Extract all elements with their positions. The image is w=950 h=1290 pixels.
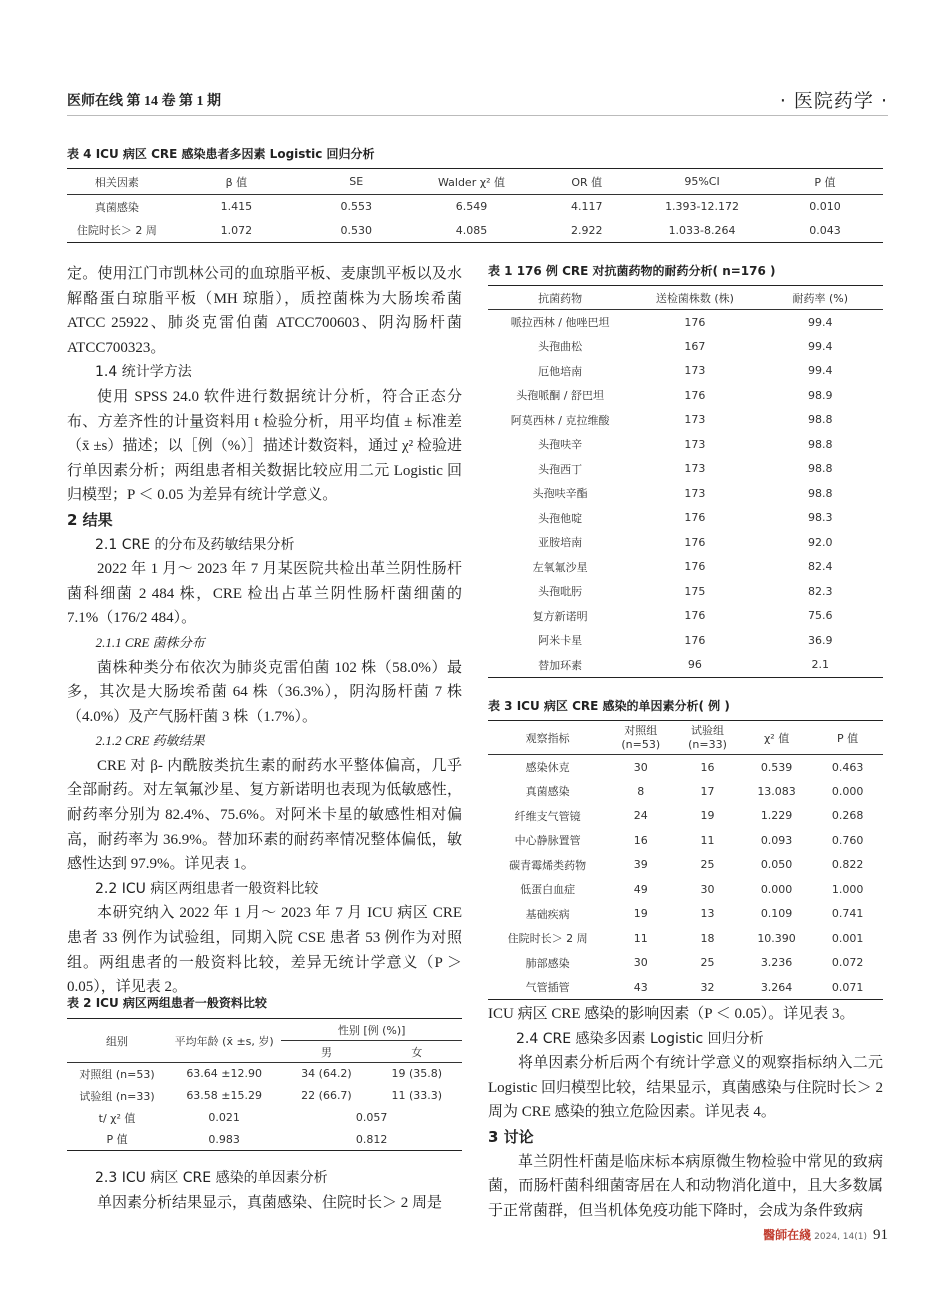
table3-body — [488, 755, 883, 1000]
table3-cell: 0.741 — [831, 907, 864, 921]
table4-cell: 住院时长＞ 2 周 — [76, 224, 157, 238]
table3-cell: 0.093 — [760, 833, 793, 847]
table2-cell: 34 (64.2) — [301, 1067, 352, 1081]
table1-cell: 98.8 — [808, 486, 833, 500]
table3-cell: 24 — [633, 809, 648, 823]
table1-body — [488, 310, 883, 678]
table1-col-rate: 耐药率 (%) — [758, 286, 883, 310]
table4-col-p: P 值 — [767, 169, 883, 195]
table-row — [67, 195, 883, 219]
paragraph: 本研究纳入 2022 年 1 月～ 2023 年 7 月 ICU 病区 CRE 患者 33 例作为试验组，同期入院 CSE 患者 53 例作为对照组。两组患者的一般资料比较，差异无统计学意义（P ＞ 0.05），详见表 2。 — [67, 905, 462, 996]
table-row — [67, 1107, 462, 1129]
table1-cell: 头孢呋辛 — [538, 438, 583, 452]
section-heading: 2.1.2 CRE 药敏结果 — [95, 733, 205, 749]
paragraph: CRE 对 β- 内酰胺类抗生素的耐药水平整体偏高，几乎全部耐药。对左氧氟沙星、复方新诺明也表现为低敏感性，耐药率分别为 82.4%、75.6%。对阿米卡星的敏感性相对偏高，耐药率为 36.9%。替加环素的耐药率情况整体偏低，敏感性达到 97.9%。详见表 1。 — [67, 757, 462, 873]
journal-header: 医师在线 第 14 卷 第 1 期 — [67, 94, 221, 109]
left-column-text-bottom — [67, 1166, 462, 1215]
table3-cell: 19 — [700, 809, 715, 823]
table2-cell: P 值 — [106, 1133, 128, 1147]
table3-cell: 0.050 — [760, 858, 793, 872]
table-row — [67, 1063, 462, 1085]
table4-col-or: OR 值 — [536, 169, 637, 195]
table3-cell: 11 — [700, 833, 715, 847]
section-heading: 2.4 CRE 感染多因素 Logistic 回归分析 — [516, 1030, 764, 1047]
table2-cell: 对照组 (n=53) — [79, 1067, 155, 1081]
table-row — [488, 853, 883, 878]
table-row — [488, 359, 883, 384]
table4-cell: 4.117 — [571, 200, 603, 214]
table1-caption: 表 1 176 例 CRE 对抗菌药物的耐药分析( n=176 ) — [488, 264, 776, 278]
table1 — [488, 285, 883, 678]
header-rule — [67, 115, 888, 116]
table1-cell: 173 — [684, 437, 706, 451]
table1-cell: 173 — [684, 364, 706, 378]
issue-info: 2024, 14(1) — [814, 1232, 867, 1242]
table3-cell: 感染休克 — [525, 761, 570, 774]
table-row — [488, 310, 883, 335]
table-row — [488, 604, 883, 629]
table4-cell: 0.010 — [809, 200, 841, 214]
table4-cell: 6.549 — [455, 200, 488, 214]
paragraph: 2022 年 1 月～ 2023 年 7 月某医院共检出革兰阴性肠杆菌科细菌 2 484 株，CRE 检出占革兰阴性肠杆菌细菌的 7.1%（176/2 484）。 — [67, 561, 462, 627]
table2-cell: 0.057 — [355, 1111, 388, 1124]
table1-cell: 99.4 — [808, 339, 833, 353]
table1-cell: 左氧氟沙星 — [532, 560, 588, 574]
table3-cell: 10.390 — [757, 931, 796, 945]
table3-cell: 0.000 — [831, 784, 864, 798]
table4-col-se: SE — [306, 169, 407, 195]
table3-cell: 32 — [700, 980, 715, 994]
table1-cell: 头孢哌酮 / 舒巴坦 — [516, 389, 604, 403]
table3-cell: 1.229 — [760, 809, 793, 823]
table3-cell: 0.072 — [831, 956, 864, 970]
table3-cell: 25 — [700, 858, 715, 872]
table4-col-factor: 相关因素 — [67, 169, 167, 195]
section-heading: 2 结果 — [67, 510, 113, 529]
table4-cell: 0.553 — [340, 200, 372, 214]
table3-cell: 气管插管 — [525, 981, 570, 994]
table3-cell: 真菌感染 — [525, 785, 570, 799]
table4-cell: 1.415 — [220, 200, 253, 214]
table2-col-group: 组别 — [67, 1019, 167, 1063]
table-row — [488, 951, 883, 976]
table-row — [67, 1129, 462, 1151]
table1-cell: 99.4 — [808, 315, 833, 329]
paragraph: 定。使用江门市凯林公司的血琼脂平板、麦康凯平板以及水解酪蛋白琼脂平板（MH 琼脂），质控菌株为大肠埃希菌 ATCC 25922、肺炎克雷伯菌 ATCC700603、阴沟肠杆菌 ATCC700323。 — [67, 266, 462, 356]
table-row — [488, 779, 883, 804]
table1-cell: 98.9 — [808, 388, 833, 402]
table4-cell: 1.072 — [220, 223, 253, 237]
table3-cell: 13 — [700, 907, 715, 921]
table2-cell: 0.812 — [355, 1132, 388, 1146]
table3-cell: 30 — [633, 956, 648, 970]
table1-cell: 头孢呋辛酯 — [532, 487, 588, 501]
table1-cell: 176 — [684, 535, 706, 549]
table4-col-beta: β 值 — [167, 169, 306, 195]
table1-cell: 176 — [684, 633, 706, 647]
table3-cell: 16 — [700, 760, 715, 774]
table-row — [488, 555, 883, 580]
table3-col-test — [674, 721, 741, 755]
table3-cell: 0.822 — [831, 858, 864, 872]
table4-cell: 2.922 — [571, 223, 603, 237]
table3-cell: 0.109 — [760, 907, 793, 921]
table4-cell: 1.033-8.264 — [668, 223, 736, 237]
table3-cell: 0.539 — [760, 760, 793, 774]
table3-col-control-n: (n=53) — [621, 737, 661, 751]
table-row — [488, 653, 883, 678]
paragraph: 将单因素分析后两个有统计学意义的观察指标纳入二元 Logistic 回归模型比较，结果显示，真菌感染与住院时长＞ 2 周为 CRE 感染的独立危险因素。详见表 4。 — [488, 1055, 883, 1121]
table4-cell: 0.043 — [809, 223, 841, 237]
table3 — [488, 720, 883, 1000]
table1-cell: 头孢曲松 — [538, 340, 583, 354]
table-row — [488, 457, 883, 482]
table3-cell: 0.463 — [831, 760, 864, 774]
table3-cell: 18 — [700, 931, 715, 945]
table1-cell: 167 — [684, 339, 706, 353]
table1-cell: 厄他培南 — [538, 364, 583, 378]
table3-cell: 纤维支气管镜 — [514, 809, 581, 823]
table3-cell: 30 — [633, 760, 648, 774]
table1-cell: 173 — [684, 486, 706, 500]
table3-col-p: P 值 — [812, 721, 883, 755]
table-row — [488, 828, 883, 853]
table4-cell: 真菌感染 — [94, 200, 139, 214]
table3-cell: 低蛋白血症 — [520, 883, 576, 897]
table3-cell: 49 — [633, 882, 648, 896]
table4-col-ci: 95%CI — [637, 169, 767, 195]
table3-cell: 19 — [633, 907, 648, 921]
table3-cell: 中心静脉置管 — [514, 834, 581, 848]
table-row — [488, 755, 883, 780]
table1-cell: 头孢吡肟 — [538, 585, 583, 599]
table-row — [488, 481, 883, 506]
table3-cell: 17 — [700, 784, 715, 798]
left-column-text — [67, 262, 462, 1000]
paragraph: 菌株种类分布依次为肺炎克雷伯菌 102 株（58.0%）最多，其次是大肠埃希菌 64 株（36.3%），阴沟肠杆菌 7 株（4.0%）及产气肠杆菌 3 株（1.7%）。 — [67, 659, 462, 725]
table-row — [488, 334, 883, 359]
table1-cell: 复方新诺明 — [532, 609, 588, 623]
table1-cell: 96 — [687, 658, 702, 671]
table1-cell: 175 — [684, 584, 706, 598]
table1-cell: 替加环素 — [538, 658, 583, 672]
page-number: 91 — [873, 1227, 888, 1243]
table-row — [488, 877, 883, 902]
section-heading: 2.3 ICU 病区 CRE 感染的单因素分析 — [95, 1170, 328, 1186]
table-row — [488, 383, 883, 408]
table3-caption: 表 3 ICU 病区 CRE 感染的单因素分析( 例 ) — [488, 699, 730, 713]
table4 — [67, 168, 883, 243]
table-row — [488, 408, 883, 433]
table2-cell: 63.64 ±12.90 — [186, 1067, 263, 1081]
table1-cell: 176 — [684, 560, 706, 574]
table3-cell: 30 — [700, 882, 715, 896]
table2-cell: 63.58 ±15.29 — [186, 1089, 263, 1102]
table3-col-control-label: 对照组 — [624, 723, 658, 737]
paragraph: 使用 SPSS 24.0 软件进行数据统计分析，符合正态分布、方差齐性的计量资料用 t 检验分析，用平均值 ± 标准差（x̄ ±s）描述；以［例（%）］描述计数资料，通过 χ² 检验进行单因素分析；两组患者相关数据比较应用二元 Logistic 回归模型；P ＜ 0.05 为差异有统计学意义。 — [67, 388, 462, 504]
table3-cell: 0.000 — [760, 882, 793, 896]
table3-cell: 43 — [633, 980, 648, 994]
table2 — [67, 1018, 462, 1151]
table3-col-test-label: 试验组 — [691, 723, 725, 737]
table3-cell: 39 — [633, 858, 648, 872]
table3-cell: 住院时长＞ 2 周 — [507, 932, 588, 946]
table2-caption: 表 2 ICU 病区两组患者一般资料比较 — [67, 996, 267, 1010]
table4-cell: 4.085 — [455, 223, 488, 237]
table2-col-sex: 性别 [例 (%)] — [281, 1019, 462, 1041]
table3-col-indicator: 观察指标 — [488, 721, 607, 755]
table1-cell: 82.4 — [808, 560, 833, 574]
table1-cell: 176 — [684, 609, 706, 623]
table4-cell: 1.393-12.172 — [665, 200, 740, 214]
table1-cell: 2.1 — [811, 658, 830, 671]
table1-cell: 头孢他啶 — [538, 511, 583, 525]
table-row — [488, 902, 883, 927]
table1-cell: 173 — [684, 462, 706, 476]
table2-cell: 19 (35.8) — [391, 1067, 443, 1081]
table2-cell: 0.021 — [208, 1111, 240, 1124]
table1-cell: 哌拉西林 / 他唑巴坦 — [510, 316, 610, 329]
table3-col-control — [607, 721, 674, 755]
table3-cell: 16 — [633, 833, 648, 847]
table2-col-female: 女 — [372, 1041, 462, 1063]
table3-cell: 0.071 — [831, 980, 864, 994]
section-heading: 3 讨论 — [488, 1127, 534, 1146]
table1-col-drug: 抗菌药物 — [488, 286, 632, 310]
table1-cell: 98.8 — [808, 462, 833, 476]
table3-cell: 基础疾病 — [525, 907, 570, 921]
table-row — [67, 1085, 462, 1107]
table1-cell: 99.4 — [808, 364, 833, 378]
table1-cell: 176 — [684, 315, 706, 329]
table-row — [488, 926, 883, 951]
table3-cell: 0.268 — [831, 809, 864, 823]
table-row — [488, 579, 883, 604]
page-footer — [763, 1226, 888, 1244]
table1-cell: 阿莫西林 / 克拉维酸 — [510, 413, 610, 427]
table1-cell: 阿米卡星 — [538, 634, 583, 648]
table-row — [67, 219, 883, 243]
table3-cell: 8 — [637, 784, 645, 798]
table-row — [488, 506, 883, 531]
table-row — [488, 432, 883, 457]
paragraph: 单因素分析结果显示，真菌感染、住院时长＞ 2 周是 — [97, 1194, 443, 1211]
table3-cell: 肺部感染 — [525, 956, 570, 970]
table3-col-test-n: (n=33) — [688, 737, 727, 751]
table1-cell: 98.8 — [808, 437, 833, 451]
table1-cell: 92.0 — [808, 535, 833, 549]
table-row — [488, 975, 883, 1000]
table-row — [488, 804, 883, 829]
section-heading: 2.1.1 CRE 菌株分布 — [95, 634, 205, 650]
section-header: · 医院药学 · — [779, 90, 888, 112]
table1-cell: 98.8 — [808, 413, 833, 427]
table3-cell: 25 — [700, 956, 715, 970]
table2-cell: 22 (66.7) — [301, 1089, 352, 1102]
paragraph: 革兰阴性杆菌是临床标本病原微生物检验中常见的致病菌，而肠杆菌科细菌寄居在人和动物消化道中，且大多数属于正常菌群，但当机体免疫功能下降时，会成为条件致病 — [488, 1153, 883, 1219]
table1-cell: 头孢西丁 — [538, 462, 583, 476]
table3-cell: 1.000 — [831, 882, 864, 896]
section-heading: 1.4 统计学方法 — [95, 364, 192, 381]
table3-cell: 3.236 — [760, 956, 793, 970]
table2-cell: 0.983 — [208, 1132, 240, 1146]
table1-cell: 82.3 — [808, 584, 833, 598]
table3-cell: 0.001 — [831, 931, 864, 945]
table2-col-age: 平均年龄 (x̄ ±s, 岁) — [167, 1019, 281, 1063]
table1-cell: 98.3 — [808, 511, 833, 525]
table2-cell: 试验组 (n=33) — [79, 1089, 155, 1103]
table3-cell: 11 — [633, 931, 648, 945]
table1-cell: 亚胺培南 — [538, 536, 583, 550]
section-heading: 2.1 CRE 的分布及药敏结果分析 — [95, 536, 295, 553]
table1-cell: 173 — [684, 413, 706, 427]
journal-logo: 醫師在綫 — [763, 1228, 812, 1242]
table1-col-count: 送检菌株数 (株) — [632, 286, 757, 310]
table2-cell: 11 (33.3) — [391, 1089, 443, 1102]
table1-cell: 176 — [684, 511, 706, 525]
table-row — [488, 628, 883, 653]
table2-col-male: 男 — [281, 1041, 371, 1063]
table4-caption: 表 4 ICU 病区 CRE 感染患者多因素 Logistic 回归分析 — [67, 147, 375, 161]
table3-cell: 碳青霉烯类药物 — [509, 858, 587, 872]
table1-cell: 75.6 — [808, 609, 833, 623]
paragraph: ICU 病区 CRE 感染的影响因素（P ＜ 0.05）。详见表 3。 — [488, 1006, 855, 1022]
table3-cell: 3.264 — [760, 980, 793, 994]
table3-cell: 0.760 — [831, 833, 864, 847]
table1-cell: 36.9 — [808, 633, 833, 647]
table-row — [488, 530, 883, 555]
table2-cell: t/ χ² 值 — [98, 1111, 136, 1125]
right-column-text — [488, 1002, 883, 1223]
table4-col-wald: Walder χ² 值 — [407, 169, 537, 195]
table3-cell: 13.083 — [757, 784, 796, 798]
table1-cell: 176 — [684, 388, 706, 402]
table3-col-chi: χ² 值 — [741, 721, 812, 755]
section-heading: 2.2 ICU 病区两组患者一般资料比较 — [95, 880, 319, 897]
table4-cell: 0.530 — [340, 223, 372, 237]
